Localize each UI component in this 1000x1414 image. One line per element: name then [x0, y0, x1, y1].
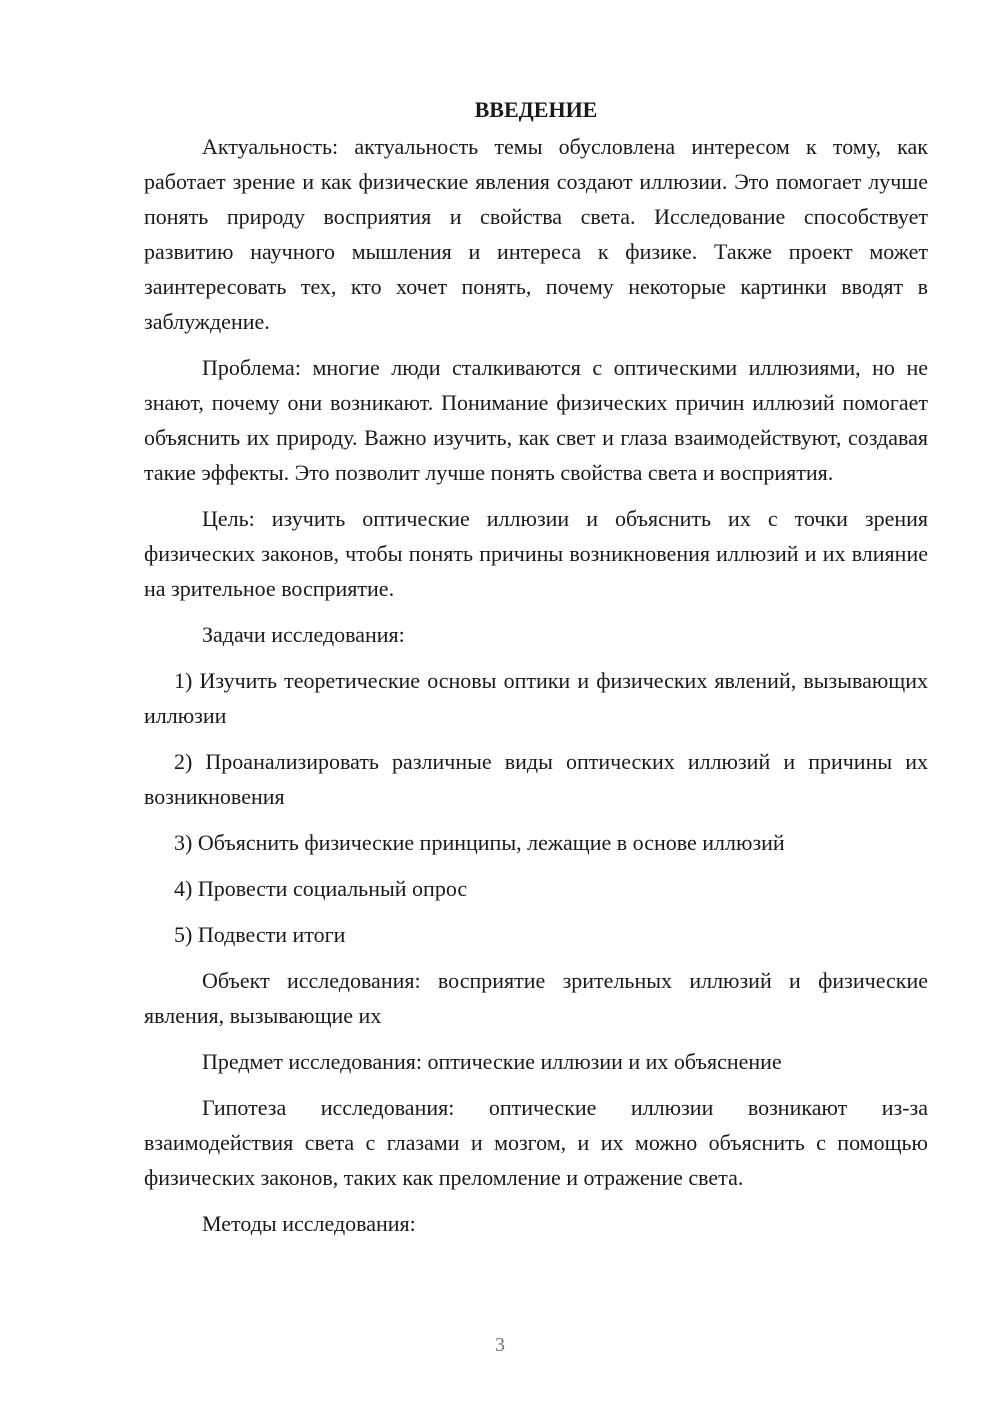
paragraph-hypothesis: Гипотеза исследования: оптические иллюзии возникают из-за взаимодействия света с глазами и мозгом, и их можно объяснить с помощью физических законов, таких как преломление и отражение света.: [144, 1095, 928, 1190]
task-item-3: 3) Объяснить физические принципы, лежащие в основе иллюзий: [174, 830, 785, 855]
task-item-4: 4) Провести социальный опрос: [174, 876, 468, 901]
page-number: 3: [495, 1334, 505, 1356]
methods-heading: Методы исследования:: [202, 1211, 416, 1236]
task-item-1: 1) Изучить теоретические основы оптики и физических явлений, вызывающих иллюзии: [144, 668, 928, 728]
paragraph-subject: Предмет исследования: оптические иллюзии и их объяснение: [202, 1049, 782, 1074]
section-title: ВВЕДЕНИЕ: [474, 97, 598, 122]
paragraph-relevance: Актуальность: актуальность темы обусловлена интересом к тому, как работает зрение и как физические явления создают иллюзии. Это помогает лучше понять природу восприятия и свойства света. Исследование способствует развитию научного мышления и интереса к физике. Также проект может заинтересовать тех, кто хочет понять, почему некоторые картинки вводят в заблуждение.: [144, 134, 928, 334]
paragraph-problem: Проблема: многие люди сталкиваются с оптическими иллюзиями, но не знают, почему они возникают. Понимание физических причин иллюзий помогает объяснить их природу. Важно изучить, как свет и глаза взаимодействуют, создавая такие эффекты. Это позволит лучше понять свойства света и восприятия.: [144, 355, 928, 485]
task-item-5: 5) Подвести итоги: [174, 922, 346, 947]
tasks-heading: Задачи исследования:: [202, 622, 405, 647]
paragraph-goal: Цель: изучить оптические иллюзии и объяснить их с точки зрения физических законов, чтобы понять причины возникновения иллюзий и их влияние на зрительное восприятие.: [144, 506, 928, 601]
document-page: [144, 92, 928, 1252]
paragraph-object: Объект исследования: восприятие зрительных иллюзий и физические явления, вызывающие их: [144, 968, 928, 1028]
task-item-2: 2) Проанализировать различные виды оптических иллюзий и причины их возникновения: [144, 749, 928, 809]
